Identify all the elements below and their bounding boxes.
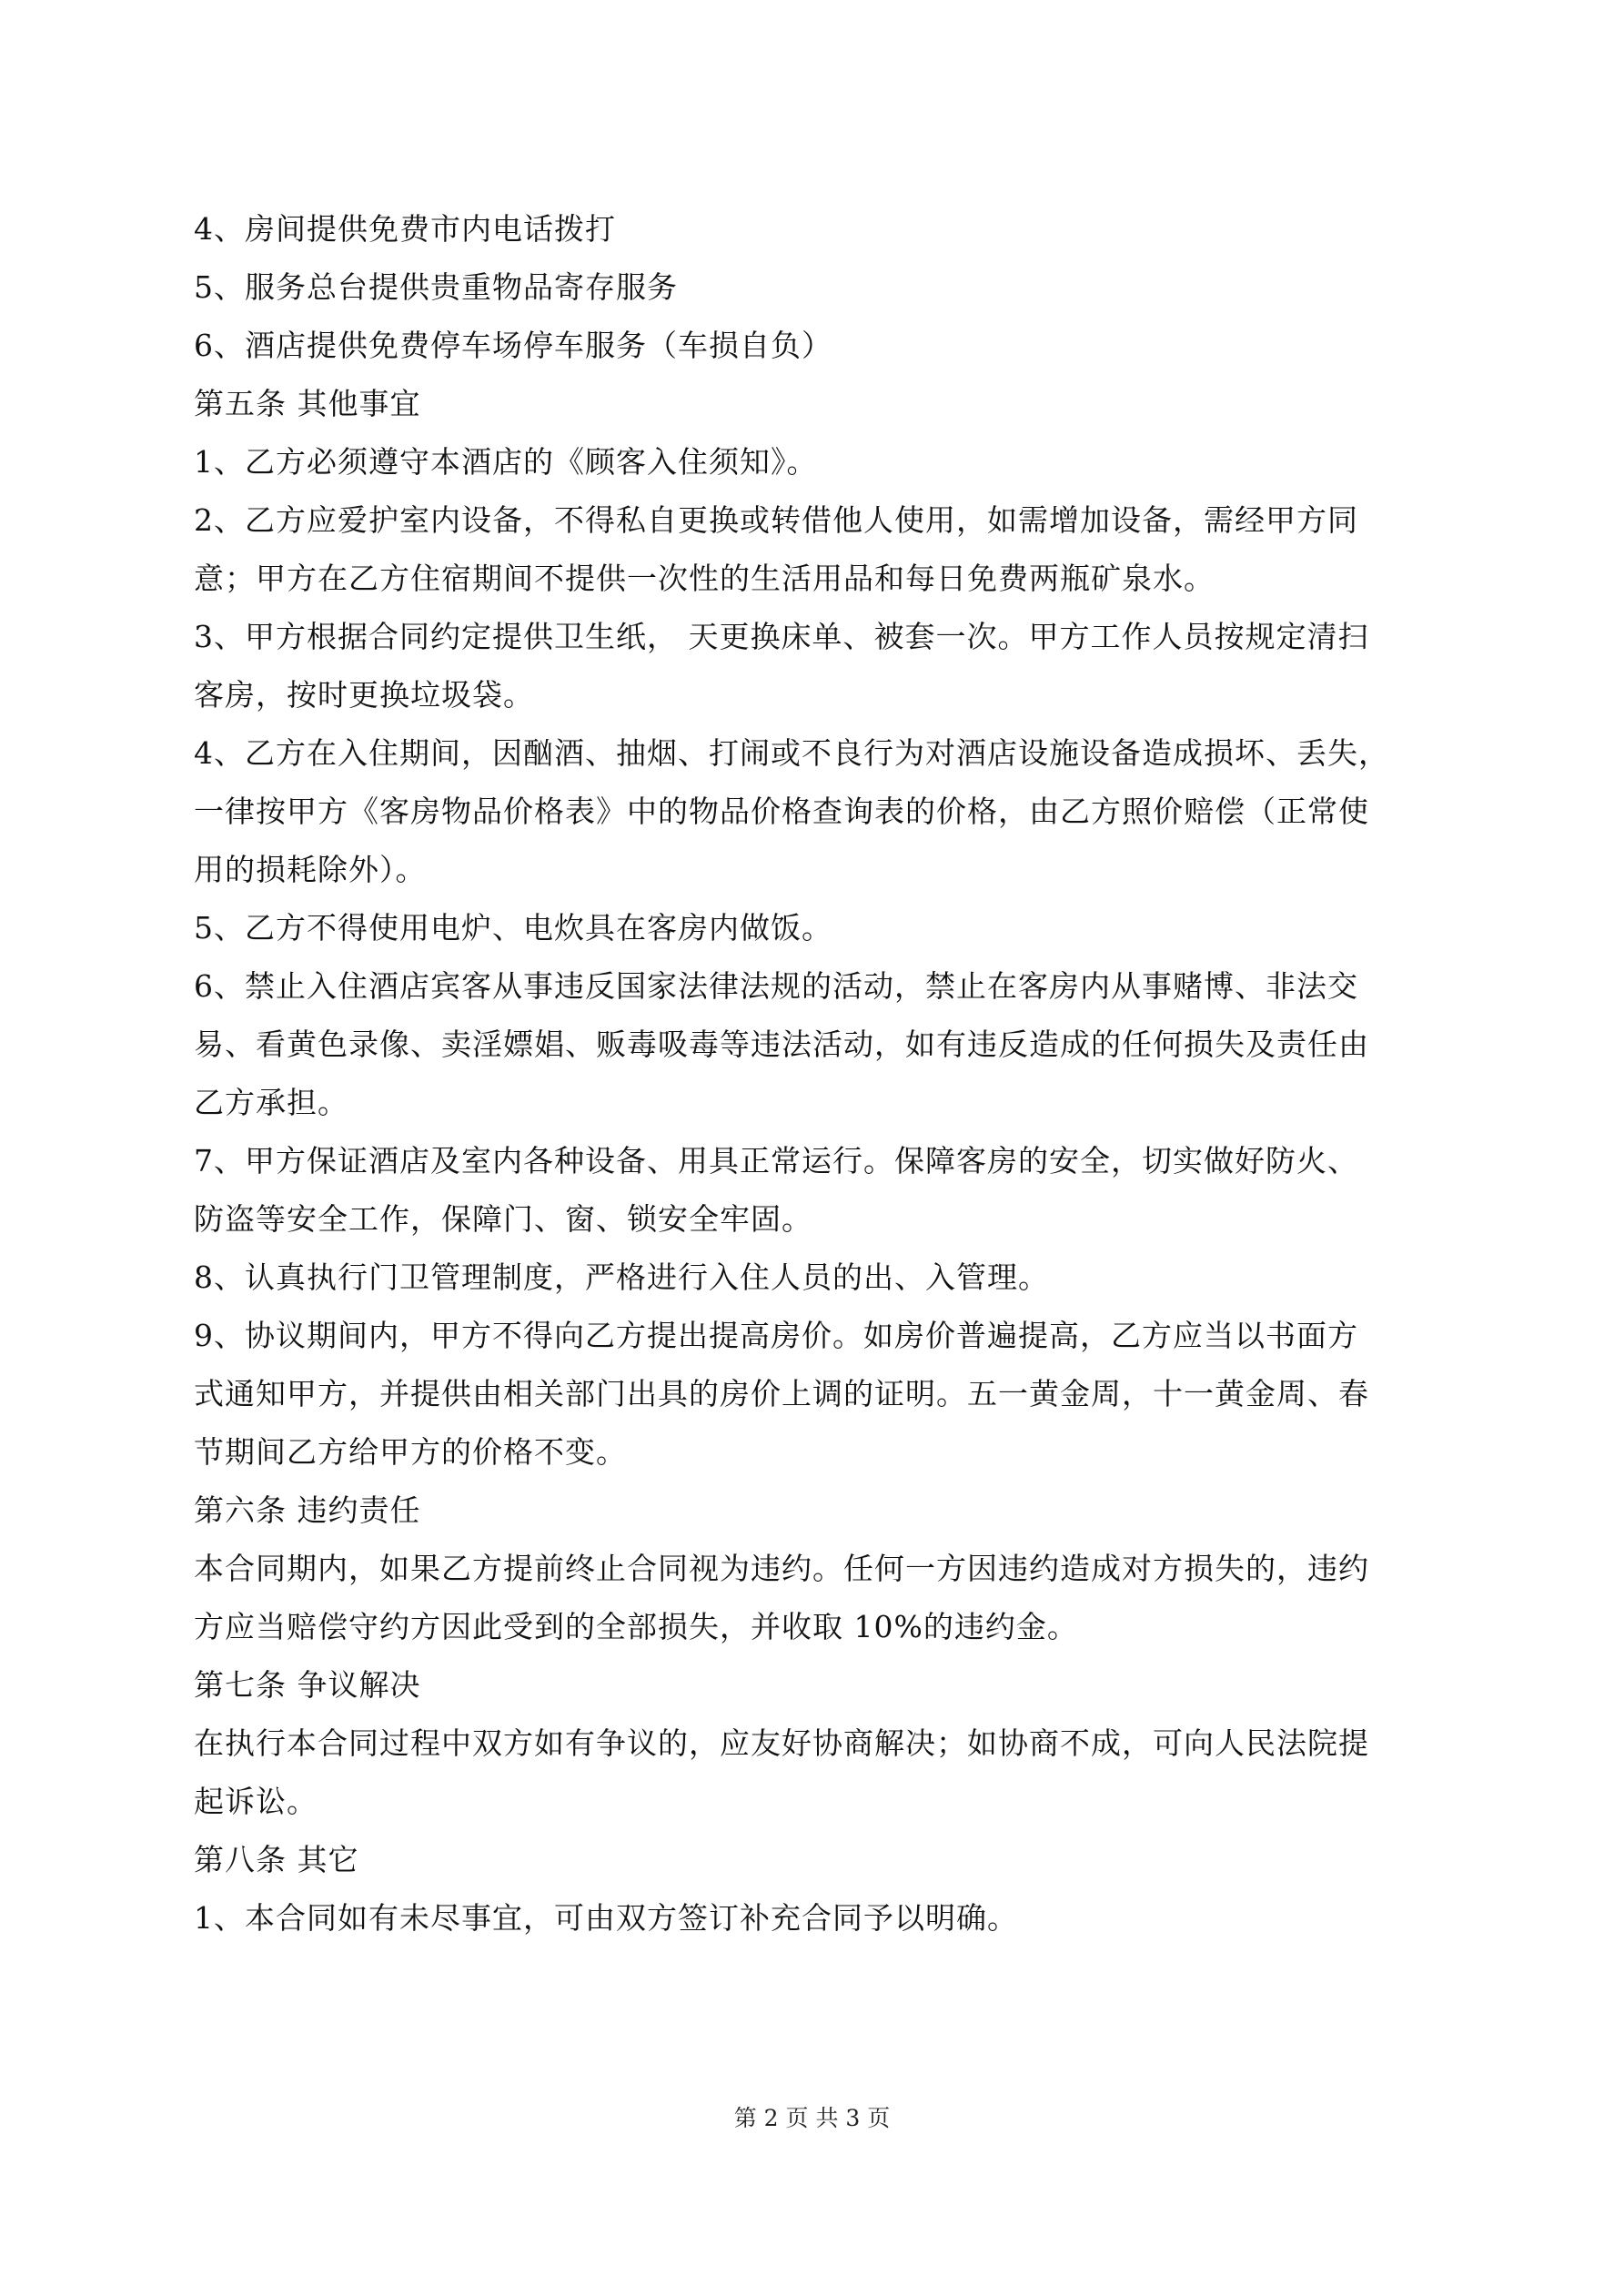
paragraph-line: 本合同期内，如果乙方提前终止合同视为违约。任何一方因违约造成对方损失的，违约 bbox=[194, 1551, 1369, 1586]
paragraph-line: 4、乙方在入住期间，因酗酒、抽烟、打闹或不良行为对酒店设施设备造成损坏、丢失， bbox=[194, 735, 1389, 771]
paragraph-line: 用的损耗除外）。 bbox=[194, 852, 427, 887]
list-item: 5、乙方不得使用电炉、电炊具在客房内做饭。 bbox=[194, 910, 832, 946]
list-item: 1、本合同如有未尽事宜，可由双方签订补充合同予以明确。 bbox=[194, 1900, 1018, 1936]
page-footer: 第 2 页 共 3 页 bbox=[733, 2105, 891, 2131]
section-heading: 第五条 其他事宜 bbox=[194, 386, 421, 421]
paragraph-line: 式通知甲方，并提供由相关部门出具的房价上调的证明。五一黄金周，十一黄金周、春 bbox=[194, 1376, 1369, 1411]
paragraph-line: 乙方承担。 bbox=[194, 1085, 348, 1120]
paragraph-line: 9、协议期间内，甲方不得向乙方提出提高房价。如房价普遍提高，乙方应当以书面方 bbox=[194, 1318, 1358, 1353]
paragraph-line: 意；甲方在乙方住宿期间不提供一次性的生活用品和每日免费两瓶矿泉水。 bbox=[194, 561, 1215, 596]
section-heading: 第七条 争议解决 bbox=[194, 1667, 421, 1703]
paragraph-line: 6、禁止入住酒店宾客从事违反国家法律法规的活动，禁止在客房内从事赌博、非法交 bbox=[194, 968, 1358, 1004]
paragraph-line: 方应当赔偿守约方因此受到的全部损失，并收取 10%的违约金。 bbox=[194, 1609, 1078, 1644]
document-body bbox=[194, 202, 1436, 1949]
paragraph-line: 客房，按时更换垃圾袋。 bbox=[194, 677, 534, 713]
paragraph-line: 2、乙方应爱护室内设备，不得私自更换或转借他人使用，如需增加设备，需经甲方同 bbox=[194, 502, 1358, 538]
paragraph-line: 易、看黄色录像、卖淫嫖娼、贩毒吸毒等违法活动，如有违反造成的任何损失及责任由 bbox=[194, 1027, 1369, 1062]
section-heading: 第八条 其它 bbox=[194, 1842, 359, 1877]
list-item: 6、酒店提供免费停车场停车服务（车损自负） bbox=[194, 328, 832, 363]
paragraph-line: 起诉讼。 bbox=[194, 1784, 318, 1819]
paragraph-line: 7、甲方保证酒店及室内各种设备、用具正常运行。保障客房的安全，切实做好防火、 bbox=[194, 1143, 1358, 1178]
paragraph-line: 在执行本合同过程中双方如有争议的，应友好协商解决；如协商不成，可向人民法院提 bbox=[194, 1725, 1369, 1761]
paragraph-line: 防盗等安全工作，保障门、窗、锁安全牢固。 bbox=[194, 1201, 812, 1237]
list-item: 4、房间提供免费市内电话拨打 bbox=[194, 211, 616, 247]
section-heading: 第六条 违约责任 bbox=[194, 1492, 421, 1528]
paragraph-line: 3、甲方根据合同约定提供卫生纸， 天更换床单、被套一次。甲方工作人员按规定清扫 bbox=[194, 619, 1369, 654]
paragraph-line: 节期间乙方给甲方的价格不变。 bbox=[194, 1434, 627, 1470]
paragraph-line: 一律按甲方《客房物品价格表》中的物品价格查询表的价格，由乙方照价赔偿（正常使 bbox=[194, 794, 1369, 829]
list-item: 8、认真执行门卫管理制度，严格进行入住人员的出、入管理。 bbox=[194, 1259, 1049, 1295]
list-item: 1、乙方必须遵守本酒店的《顾客入住须知》。 bbox=[194, 444, 818, 480]
list-item: 5、服务总台提供贵重物品寄存服务 bbox=[194, 269, 678, 305]
